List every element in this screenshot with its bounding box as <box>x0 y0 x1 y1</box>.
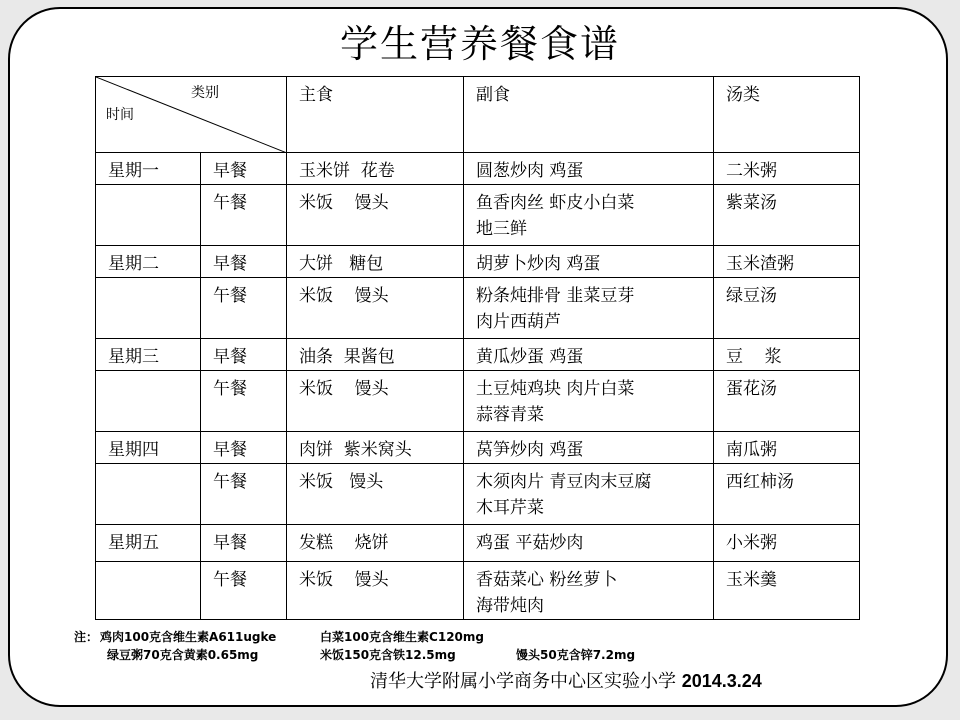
footer <box>370 668 762 695</box>
meal-cell: 早餐 <box>201 246 287 278</box>
staple-cell: 大饼 糖包 <box>287 246 464 278</box>
staple-cell: 发糕 烧饼 <box>287 525 464 562</box>
category-label: 类别 <box>191 85 219 101</box>
day-cell <box>96 464 201 525</box>
side-dish-cell: 莴笋炒肉 鸡蛋 <box>464 432 714 464</box>
side-dish-cell: 圆葱炒肉 鸡蛋 <box>464 153 714 185</box>
staple-cell: 米饭 馒头 <box>287 278 464 339</box>
note-item: 绿豆粥70克含黄素0.65mg <box>107 648 259 662</box>
notes-prefix: 注： <box>74 630 99 644</box>
table-row <box>96 371 860 432</box>
side-dish-cell: 土豆炖鸡块 肉片白菜 蒜蓉青菜 <box>464 371 714 432</box>
soup-cell: 玉米渣粥 <box>714 246 860 278</box>
page-title: 学生营养餐食谱 <box>339 22 620 66</box>
side-dish-cell: 鸡蛋 平菇炒肉 <box>464 525 714 562</box>
day-cell: 星期五 <box>96 525 201 562</box>
meal-cell: 早餐 <box>201 525 287 562</box>
soup-cell: 西红柿汤 <box>714 464 860 525</box>
soup-cell: 二米粥 <box>714 153 860 185</box>
soup-cell: 蛋花汤 <box>714 371 860 432</box>
note-item: 馒头50克含锌7.2mg <box>516 648 636 662</box>
day-cell: 星期一 <box>96 153 201 185</box>
day-cell <box>96 371 201 432</box>
time-label: 时间 <box>106 107 134 123</box>
meal-cell: 午餐 <box>201 278 287 339</box>
table-header-row <box>96 77 860 153</box>
column-header-side: 副食 <box>464 77 714 153</box>
table-row <box>96 278 860 339</box>
day-cell <box>96 185 201 246</box>
staple-cell: 米饭 馒头 <box>287 562 464 620</box>
staple-cell: 肉饼 紫米窝头 <box>287 432 464 464</box>
table-row <box>96 525 860 562</box>
day-cell: 星期四 <box>96 432 201 464</box>
footer-date: 2014.3.24 <box>681 671 762 691</box>
diagonal-header-cell <box>96 77 287 153</box>
side-dish-cell: 胡萝卜炒肉 鸡蛋 <box>464 246 714 278</box>
meal-cell: 早餐 <box>201 432 287 464</box>
staple-cell: 玉米饼 花卷 <box>287 153 464 185</box>
day-cell <box>96 278 201 339</box>
table-row <box>96 153 860 185</box>
soup-cell: 玉米羹 <box>714 562 860 620</box>
side-dish-cell: 粉条炖排骨 韭菜豆芽 肉片西葫芦 <box>464 278 714 339</box>
staple-cell: 米饭 馒头 <box>287 185 464 246</box>
note-item: 米饭150克含铁12.5mg <box>320 648 456 662</box>
soup-cell: 紫菜汤 <box>714 185 860 246</box>
note-item: 白菜100克含维生素C120mg <box>320 630 484 644</box>
soup-cell: 南瓜粥 <box>714 432 860 464</box>
column-header-staple: 主食 <box>287 77 464 153</box>
meal-cell: 午餐 <box>201 562 287 620</box>
school-name: 清华大学附属小学商务中心区实验小学 <box>370 671 676 692</box>
table-row <box>96 562 860 620</box>
staple-cell: 米饭 馒头 <box>287 371 464 432</box>
staple-cell: 油条 果酱包 <box>287 339 464 371</box>
side-dish-cell: 木须肉片 青豆肉末豆腐 木耳芹菜 <box>464 464 714 525</box>
staple-cell: 米饭 馒头 <box>287 464 464 525</box>
meal-cell: 早餐 <box>201 153 287 185</box>
day-cell <box>96 562 201 620</box>
table-row <box>96 339 860 371</box>
table-row <box>96 464 860 525</box>
soup-cell: 豆 浆 <box>714 339 860 371</box>
day-cell: 星期二 <box>96 246 201 278</box>
soup-cell: 绿豆汤 <box>714 278 860 339</box>
meal-cell: 早餐 <box>201 339 287 371</box>
side-dish-cell: 黄瓜炒蛋 鸡蛋 <box>464 339 714 371</box>
soup-cell: 小米粥 <box>714 525 860 562</box>
meal-cell: 午餐 <box>201 371 287 432</box>
day-cell: 星期三 <box>96 339 201 371</box>
table-row <box>96 185 860 246</box>
table-row <box>96 246 860 278</box>
side-dish-cell: 香菇菜心 粉丝萝卜 海带炖肉 <box>464 562 714 620</box>
meal-cell: 午餐 <box>201 464 287 525</box>
column-header-soup: 汤类 <box>714 77 860 153</box>
note-item: 鸡肉100克含维生素A611ugke <box>100 630 277 644</box>
meal-cell: 午餐 <box>201 185 287 246</box>
menu-table <box>95 76 860 620</box>
side-dish-cell: 鱼香肉丝 虾皮小白菜 地三鲜 <box>464 185 714 246</box>
table-row <box>96 432 860 464</box>
